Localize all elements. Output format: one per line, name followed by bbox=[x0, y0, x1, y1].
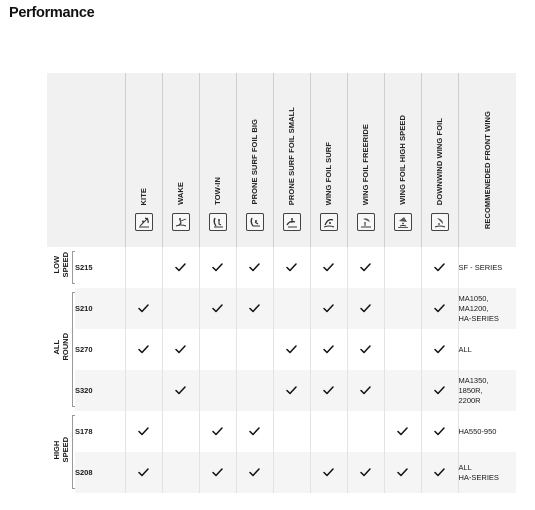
checkmark-icon bbox=[421, 411, 458, 452]
table-row bbox=[47, 452, 516, 493]
front-wing-text: MA1350, bbox=[458, 375, 489, 385]
column-header-5 bbox=[310, 73, 347, 247]
checkmark-icon bbox=[273, 370, 310, 411]
speed-group-cell bbox=[47, 247, 75, 288]
front-wing-cell bbox=[458, 452, 516, 493]
column-label: WAKE bbox=[176, 182, 185, 205]
checkmark-icon bbox=[162, 329, 199, 370]
checkmark-icon bbox=[421, 329, 458, 370]
prone-surf-small-icon bbox=[283, 213, 301, 231]
wing-high-speed-icon bbox=[394, 213, 412, 231]
prone-surf-big-icon bbox=[246, 213, 264, 231]
header-corner bbox=[47, 73, 125, 247]
checkmark-icon bbox=[310, 288, 347, 329]
checkmark-icon bbox=[162, 247, 199, 288]
front-wing-cell bbox=[458, 288, 516, 329]
speed-group-label: LOW SPEED bbox=[52, 252, 70, 278]
checkmark-icon bbox=[347, 329, 384, 370]
empty-cell bbox=[125, 247, 162, 288]
speed-group-label: HIGH SPEED bbox=[52, 436, 70, 463]
front-wing-text: SF - SERIES bbox=[458, 262, 503, 272]
empty-cell bbox=[236, 370, 273, 411]
empty-cell bbox=[273, 452, 310, 493]
group-bracket bbox=[72, 415, 75, 489]
checkmark-icon bbox=[421, 288, 458, 329]
front-wing-cell bbox=[458, 411, 516, 452]
front-wing-text: MA1200, bbox=[458, 303, 489, 313]
column-label: WING FOIL SURF bbox=[324, 141, 333, 205]
wing-freeride-icon bbox=[357, 213, 375, 231]
checkmark-icon bbox=[199, 288, 236, 329]
empty-cell bbox=[162, 411, 199, 452]
front-wing-cell bbox=[458, 247, 516, 288]
front-wing-text: 2200R bbox=[458, 395, 481, 405]
checkmark-icon bbox=[162, 370, 199, 411]
wing-surf-icon bbox=[320, 213, 338, 231]
kite-icon bbox=[135, 213, 153, 231]
tow-in-icon bbox=[209, 213, 227, 231]
front-wing-text: 1850R, bbox=[458, 385, 483, 395]
speed-group-cell bbox=[47, 288, 75, 411]
empty-cell bbox=[125, 370, 162, 411]
column-label: PRONE SURF FOIL BIG bbox=[250, 119, 259, 205]
column-label: DOWNWIND WING FOIL bbox=[435, 117, 444, 205]
table-row bbox=[47, 411, 516, 452]
speed-group-cell bbox=[47, 411, 75, 493]
empty-cell bbox=[273, 288, 310, 329]
column-label: WING FOIL HIGH SPEED bbox=[398, 115, 407, 205]
checkmark-icon bbox=[125, 329, 162, 370]
checkmark-icon bbox=[310, 247, 347, 288]
checkmark-icon bbox=[236, 452, 273, 493]
column-label: KITE bbox=[139, 187, 148, 205]
downwind-wing-icon bbox=[431, 213, 449, 231]
performance-table bbox=[47, 73, 516, 493]
model-name: S215 bbox=[75, 247, 125, 288]
empty-cell bbox=[199, 329, 236, 370]
empty-cell bbox=[347, 411, 384, 452]
checkmark-icon bbox=[199, 411, 236, 452]
group-bracket bbox=[72, 251, 75, 284]
checkmark-icon bbox=[199, 452, 236, 493]
checkmark-icon bbox=[125, 288, 162, 329]
model-name: S178 bbox=[75, 411, 125, 452]
column-header-7 bbox=[384, 73, 421, 247]
header-row bbox=[47, 73, 516, 247]
front-wing-label: RECOMMENEDED FRONT WING bbox=[482, 110, 492, 229]
checkmark-icon bbox=[347, 288, 384, 329]
column-label: PRONE SURF FOIL SMALL bbox=[287, 106, 296, 205]
checkmark-icon bbox=[347, 370, 384, 411]
checkmark-icon bbox=[347, 452, 384, 493]
checkmark-icon bbox=[347, 247, 384, 288]
checkmark-icon bbox=[310, 452, 347, 493]
empty-cell bbox=[236, 329, 273, 370]
table-body bbox=[47, 247, 516, 493]
column-header-6 bbox=[347, 73, 384, 247]
table-row bbox=[47, 247, 516, 288]
empty-cell bbox=[384, 247, 421, 288]
front-wing-text: ALL bbox=[458, 462, 472, 472]
checkmark-icon bbox=[421, 247, 458, 288]
checkmark-icon bbox=[199, 247, 236, 288]
front-wing-cell bbox=[458, 329, 516, 370]
column-header-8 bbox=[421, 73, 458, 247]
column-label: WING FOIL FREERIDE bbox=[361, 123, 370, 205]
empty-cell bbox=[273, 411, 310, 452]
empty-cell bbox=[384, 329, 421, 370]
checkmark-icon bbox=[125, 411, 162, 452]
checkmark-icon bbox=[421, 452, 458, 493]
column-header-4 bbox=[273, 73, 310, 247]
empty-cell bbox=[199, 370, 236, 411]
group-bracket bbox=[72, 292, 75, 407]
front-wing-text: HA-SERIES bbox=[458, 313, 499, 323]
model-name: S208 bbox=[75, 452, 125, 493]
table-row bbox=[47, 370, 516, 411]
column-header-3 bbox=[236, 73, 273, 247]
checkmark-icon bbox=[310, 370, 347, 411]
table-row bbox=[47, 288, 516, 329]
checkmark-icon bbox=[125, 452, 162, 493]
front-wing-cell bbox=[458, 370, 516, 411]
checkmark-icon bbox=[236, 288, 273, 329]
model-name: S320 bbox=[75, 370, 125, 411]
front-wing-text: HA550-950 bbox=[458, 426, 497, 436]
front-wing-text: HA-SERIES bbox=[458, 472, 499, 482]
empty-cell bbox=[310, 411, 347, 452]
checkmark-icon bbox=[421, 370, 458, 411]
checkmark-icon bbox=[384, 452, 421, 493]
wake-icon bbox=[172, 213, 190, 231]
column-label: TOW-IN bbox=[213, 177, 222, 205]
checkmark-icon bbox=[273, 329, 310, 370]
model-name: S210 bbox=[75, 288, 125, 329]
empty-cell bbox=[384, 288, 421, 329]
table-row bbox=[47, 329, 516, 370]
front-wing-text: MA1050, bbox=[458, 293, 489, 303]
checkmark-icon bbox=[236, 247, 273, 288]
column-header-1 bbox=[162, 73, 199, 247]
model-name: S270 bbox=[75, 329, 125, 370]
front-wing-text: ALL bbox=[458, 344, 472, 354]
column-header-0 bbox=[125, 73, 162, 247]
checkmark-icon bbox=[273, 247, 310, 288]
empty-cell bbox=[162, 452, 199, 493]
checkmark-icon bbox=[384, 411, 421, 452]
speed-group-label: ALL ROUND bbox=[52, 333, 70, 361]
checkmark-icon bbox=[236, 411, 273, 452]
column-header-2 bbox=[199, 73, 236, 247]
checkmark-icon bbox=[310, 329, 347, 370]
page-title: Performance bbox=[9, 5, 95, 21]
front-wing-header bbox=[458, 73, 516, 247]
empty-cell bbox=[162, 288, 199, 329]
empty-cell bbox=[384, 370, 421, 411]
